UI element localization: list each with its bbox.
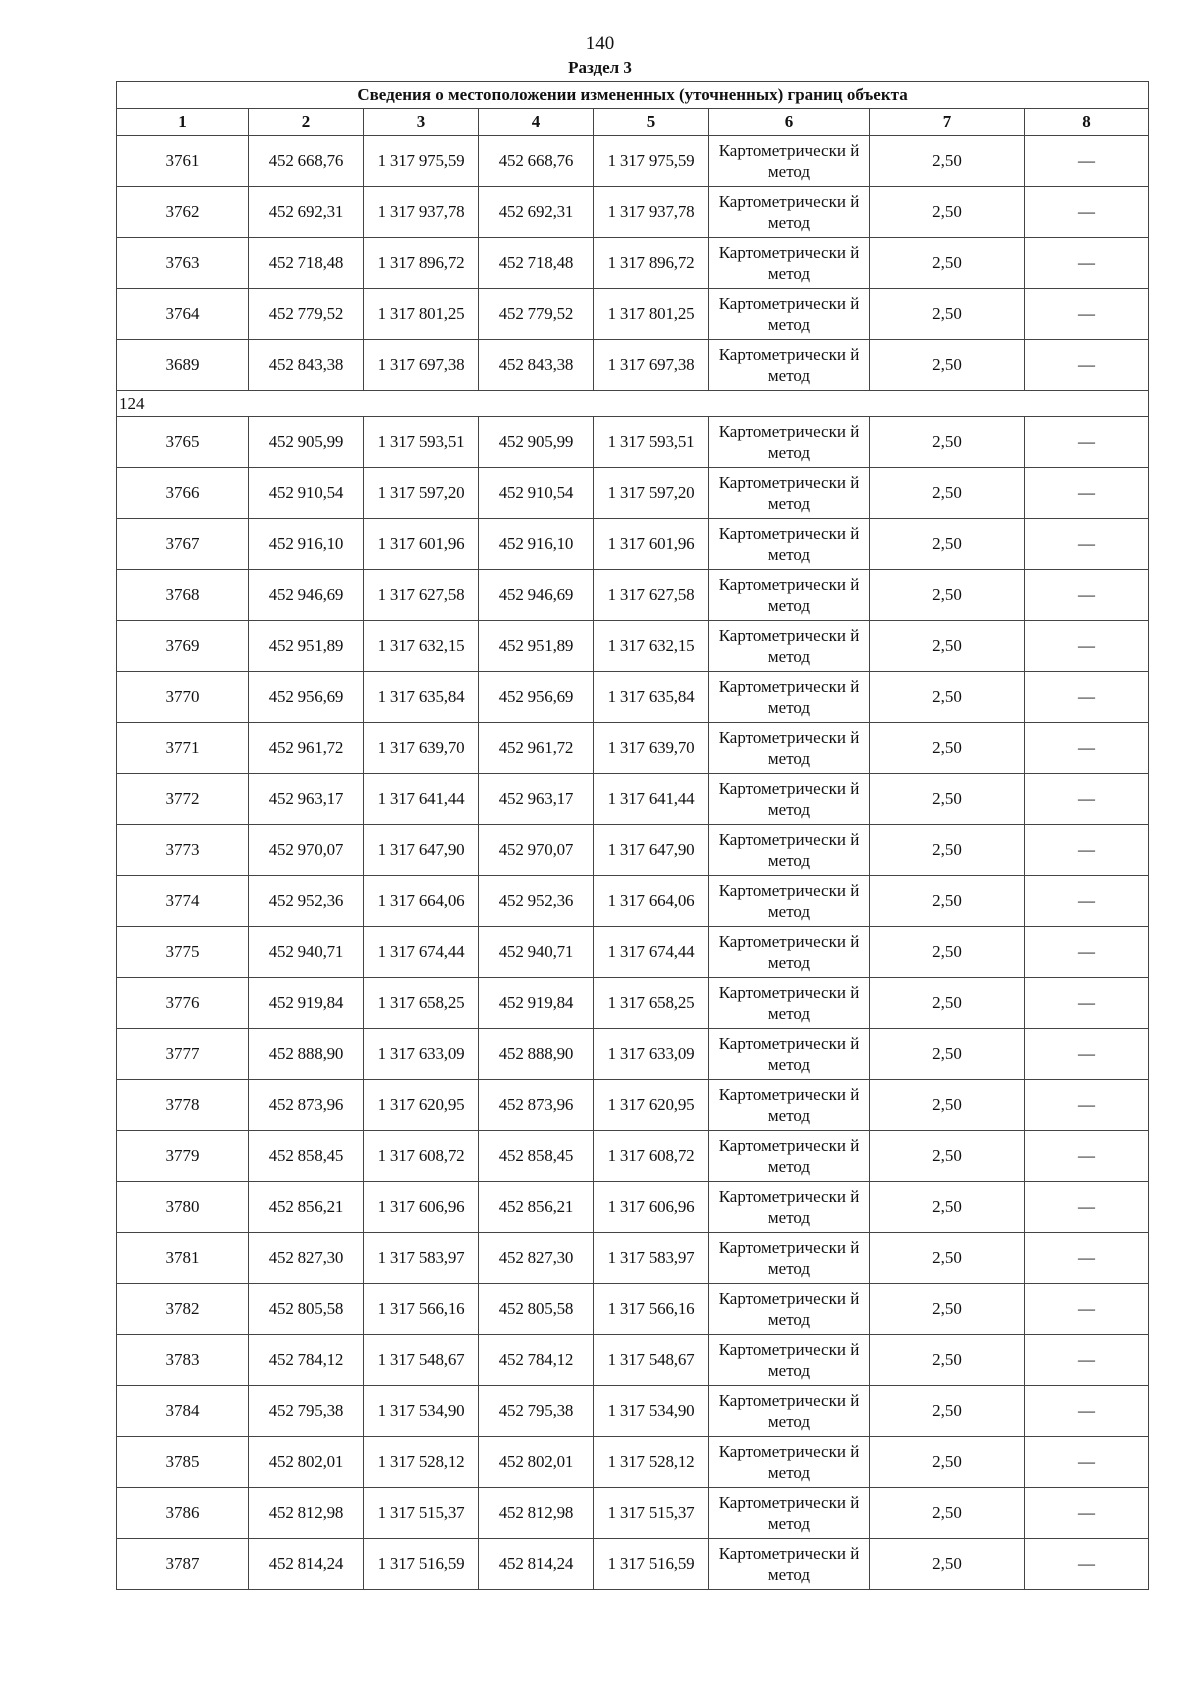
point-number-cell: 3782 [117,1284,249,1335]
column-number: 5 [594,109,709,136]
refined-y-cell: 1 317 583,97 [594,1233,709,1284]
method-cell: Картометрически й метод [709,136,870,187]
accuracy-cell: 2,50 [870,187,1025,238]
table-row [117,1488,1149,1539]
refined-y-cell: 1 317 597,20 [594,468,709,519]
existing-y-cell: 1 317 641,44 [364,774,479,825]
accuracy-cell: 2,50 [870,340,1025,391]
point-number-cell: 3785 [117,1437,249,1488]
point-number-cell: 3764 [117,289,249,340]
description-cell: — [1025,978,1149,1029]
accuracy-cell: 2,50 [870,1182,1025,1233]
table-row [117,876,1149,927]
existing-y-cell: 1 317 664,06 [364,876,479,927]
point-number-cell: 3765 [117,417,249,468]
refined-y-cell: 1 317 896,72 [594,238,709,289]
refined-y-cell: 1 317 515,37 [594,1488,709,1539]
existing-x-cell: 452 956,69 [249,672,364,723]
table-caption: Сведения о местоположении измененных (уточненных) границ объекта [117,82,1149,109]
accuracy-cell: 2,50 [870,1335,1025,1386]
method-cell: Картометрически й метод [709,1335,870,1386]
existing-y-cell: 1 317 937,78 [364,187,479,238]
method-cell: Картометрически й метод [709,978,870,1029]
column-number: 7 [870,109,1025,136]
accuracy-cell: 2,50 [870,876,1025,927]
accuracy-cell: 2,50 [870,1080,1025,1131]
refined-x-cell: 452 919,84 [479,978,594,1029]
existing-y-cell: 1 317 801,25 [364,289,479,340]
description-cell: — [1025,1335,1149,1386]
refined-y-cell: 1 317 801,25 [594,289,709,340]
method-cell: Картометрически й метод [709,238,870,289]
column-number: 4 [479,109,594,136]
table-row [117,417,1149,468]
point-number-cell: 3769 [117,621,249,672]
refined-x-cell: 452 827,30 [479,1233,594,1284]
accuracy-cell: 2,50 [870,570,1025,621]
refined-x-cell: 452 814,24 [479,1539,594,1590]
existing-y-cell: 1 317 606,96 [364,1182,479,1233]
refined-y-cell: 1 317 658,25 [594,978,709,1029]
method-cell: Картометрически й метод [709,1437,870,1488]
method-cell: Картометрически й метод [709,1386,870,1437]
point-number-cell: 3771 [117,723,249,774]
accuracy-cell: 2,50 [870,927,1025,978]
description-cell: — [1025,1488,1149,1539]
table-body [117,136,1149,1590]
refined-y-cell: 1 317 697,38 [594,340,709,391]
point-number-cell: 3772 [117,774,249,825]
description-cell: — [1025,1539,1149,1590]
table-row [117,723,1149,774]
refined-x-cell: 452 970,07 [479,825,594,876]
table-caption-row [117,82,1149,109]
description-cell: — [1025,519,1149,570]
refined-y-cell: 1 317 516,59 [594,1539,709,1590]
table-row [117,187,1149,238]
point-number-cell: 3767 [117,519,249,570]
accuracy-cell: 2,50 [870,417,1025,468]
description-cell: — [1025,774,1149,825]
existing-y-cell: 1 317 593,51 [364,417,479,468]
description-cell: — [1025,1080,1149,1131]
table-row [117,978,1149,1029]
existing-x-cell: 452 692,31 [249,187,364,238]
accuracy-cell: 2,50 [870,774,1025,825]
boundary-coordinates-table [116,81,1149,1590]
description-cell: — [1025,1386,1149,1437]
refined-x-cell: 452 873,96 [479,1080,594,1131]
refined-y-cell: 1 317 937,78 [594,187,709,238]
table-row [117,825,1149,876]
existing-y-cell: 1 317 647,90 [364,825,479,876]
method-cell: Картометрически й метод [709,1284,870,1335]
description-cell: — [1025,1437,1149,1488]
point-number-cell: 3763 [117,238,249,289]
refined-x-cell: 452 856,21 [479,1182,594,1233]
refined-y-cell: 1 317 641,44 [594,774,709,825]
existing-x-cell: 452 961,72 [249,723,364,774]
accuracy-cell: 2,50 [870,136,1025,187]
existing-x-cell: 452 951,89 [249,621,364,672]
existing-x-cell: 452 916,10 [249,519,364,570]
description-cell: — [1025,468,1149,519]
existing-y-cell: 1 317 633,09 [364,1029,479,1080]
accuracy-cell: 2,50 [870,1131,1025,1182]
existing-y-cell: 1 317 601,96 [364,519,479,570]
existing-x-cell: 452 946,69 [249,570,364,621]
point-number-cell: 3777 [117,1029,249,1080]
point-number-cell: 3781 [117,1233,249,1284]
table-row [117,238,1149,289]
table-row [117,136,1149,187]
existing-x-cell: 452 784,12 [249,1335,364,1386]
description-cell: — [1025,417,1149,468]
accuracy-cell: 2,50 [870,519,1025,570]
refined-x-cell: 452 718,48 [479,238,594,289]
point-number-cell: 3778 [117,1080,249,1131]
existing-y-cell: 1 317 975,59 [364,136,479,187]
description-cell: — [1025,927,1149,978]
column-number: 6 [709,109,870,136]
existing-y-cell: 1 317 635,84 [364,672,479,723]
refined-y-cell: 1 317 632,15 [594,621,709,672]
existing-x-cell: 452 795,38 [249,1386,364,1437]
method-cell: Картометрически й метод [709,340,870,391]
point-number-cell: 3787 [117,1539,249,1590]
accuracy-cell: 2,50 [870,723,1025,774]
method-cell: Картометрически й метод [709,1233,870,1284]
refined-x-cell: 452 961,72 [479,723,594,774]
table-row [117,1080,1149,1131]
table-row [117,340,1149,391]
point-number-cell: 3766 [117,468,249,519]
method-cell: Картометрически й метод [709,774,870,825]
table-row [117,1029,1149,1080]
method-cell: Картометрически й метод [709,1182,870,1233]
accuracy-cell: 2,50 [870,825,1025,876]
existing-x-cell: 452 919,84 [249,978,364,1029]
refined-y-cell: 1 317 534,90 [594,1386,709,1437]
refined-y-cell: 1 317 608,72 [594,1131,709,1182]
refined-y-cell: 1 317 664,06 [594,876,709,927]
accuracy-cell: 2,50 [870,1233,1025,1284]
description-cell: — [1025,876,1149,927]
existing-y-cell: 1 317 534,90 [364,1386,479,1437]
contour-group-row [117,391,1149,417]
refined-x-cell: 452 843,38 [479,340,594,391]
existing-y-cell: 1 317 697,38 [364,340,479,391]
refined-x-cell: 452 784,12 [479,1335,594,1386]
table-row [117,289,1149,340]
method-cell: Картометрически й метод [709,1131,870,1182]
refined-y-cell: 1 317 548,67 [594,1335,709,1386]
table-row [117,1539,1149,1590]
existing-x-cell: 452 814,24 [249,1539,364,1590]
existing-y-cell: 1 317 528,12 [364,1437,479,1488]
existing-x-cell: 452 888,90 [249,1029,364,1080]
refined-x-cell: 452 951,89 [479,621,594,672]
accuracy-cell: 2,50 [870,1284,1025,1335]
refined-y-cell: 1 317 635,84 [594,672,709,723]
point-number-cell: 3776 [117,978,249,1029]
existing-x-cell: 452 805,58 [249,1284,364,1335]
table-row [117,1284,1149,1335]
method-cell: Картометрически й метод [709,672,870,723]
method-cell: Картометрически й метод [709,187,870,238]
column-number: 8 [1025,109,1149,136]
point-number-cell: 3783 [117,1335,249,1386]
table-row [117,1131,1149,1182]
refined-y-cell: 1 317 975,59 [594,136,709,187]
method-cell: Картометрически й метод [709,621,870,672]
existing-x-cell: 452 910,54 [249,468,364,519]
existing-x-cell: 452 779,52 [249,289,364,340]
description-cell: — [1025,570,1149,621]
refined-x-cell: 452 952,36 [479,876,594,927]
existing-y-cell: 1 317 583,97 [364,1233,479,1284]
refined-x-cell: 452 802,01 [479,1437,594,1488]
refined-y-cell: 1 317 627,58 [594,570,709,621]
column-number-row [117,109,1149,136]
point-number-cell: 3779 [117,1131,249,1182]
point-number-cell: 3768 [117,570,249,621]
refined-x-cell: 452 692,31 [479,187,594,238]
method-cell: Картометрически й метод [709,723,870,774]
existing-x-cell: 452 858,45 [249,1131,364,1182]
existing-x-cell: 452 718,48 [249,238,364,289]
method-cell: Картометрически й метод [709,1488,870,1539]
description-cell: — [1025,238,1149,289]
description-cell: — [1025,723,1149,774]
page-number: 140 [585,33,615,54]
point-number-cell: 3762 [117,187,249,238]
existing-y-cell: 1 317 548,67 [364,1335,479,1386]
description-cell: — [1025,825,1149,876]
refined-x-cell: 452 805,58 [479,1284,594,1335]
refined-x-cell: 452 858,45 [479,1131,594,1182]
column-number: 1 [117,109,249,136]
description-cell: — [1025,1029,1149,1080]
refined-x-cell: 452 888,90 [479,1029,594,1080]
table-row [117,519,1149,570]
method-cell: Картометрически й метод [709,876,870,927]
existing-x-cell: 452 856,21 [249,1182,364,1233]
accuracy-cell: 2,50 [870,468,1025,519]
method-cell: Картометрически й метод [709,417,870,468]
existing-y-cell: 1 317 597,20 [364,468,479,519]
refined-y-cell: 1 317 566,16 [594,1284,709,1335]
existing-x-cell: 452 905,99 [249,417,364,468]
description-cell: — [1025,136,1149,187]
method-cell: Картометрически й метод [709,289,870,340]
existing-x-cell: 452 827,30 [249,1233,364,1284]
refined-x-cell: 452 795,38 [479,1386,594,1437]
method-cell: Картометрически й метод [709,1029,870,1080]
refined-x-cell: 452 963,17 [479,774,594,825]
method-cell: Картометрически й метод [709,1080,870,1131]
refined-x-cell: 452 668,76 [479,136,594,187]
description-cell: — [1025,621,1149,672]
existing-y-cell: 1 317 639,70 [364,723,479,774]
point-number-cell: 3786 [117,1488,249,1539]
method-cell: Картометрически й метод [709,570,870,621]
existing-y-cell: 1 317 566,16 [364,1284,479,1335]
description-cell: — [1025,1182,1149,1233]
refined-y-cell: 1 317 620,95 [594,1080,709,1131]
table-row [117,1233,1149,1284]
existing-y-cell: 1 317 516,59 [364,1539,479,1590]
refined-y-cell: 1 317 601,96 [594,519,709,570]
existing-y-cell: 1 317 632,15 [364,621,479,672]
column-number: 2 [249,109,364,136]
description-cell: — [1025,187,1149,238]
description-cell: — [1025,289,1149,340]
column-number: 3 [364,109,479,136]
accuracy-cell: 2,50 [870,978,1025,1029]
point-number-cell: 3774 [117,876,249,927]
existing-y-cell: 1 317 608,72 [364,1131,479,1182]
method-cell: Картометрически й метод [709,927,870,978]
point-number-cell: 3775 [117,927,249,978]
refined-x-cell: 452 779,52 [479,289,594,340]
section-title: Раздел 3 [568,58,632,77]
point-number-cell: 3780 [117,1182,249,1233]
point-number-cell: 3773 [117,825,249,876]
table-row [117,1437,1149,1488]
refined-x-cell: 452 812,98 [479,1488,594,1539]
existing-x-cell: 452 963,17 [249,774,364,825]
existing-x-cell: 452 802,01 [249,1437,364,1488]
existing-x-cell: 452 970,07 [249,825,364,876]
accuracy-cell: 2,50 [870,1437,1025,1488]
existing-y-cell: 1 317 627,58 [364,570,479,621]
refined-y-cell: 1 317 593,51 [594,417,709,468]
refined-x-cell: 452 905,99 [479,417,594,468]
refined-x-cell: 452 956,69 [479,672,594,723]
method-cell: Картометрически й метод [709,1539,870,1590]
point-number-cell: 3770 [117,672,249,723]
existing-y-cell: 1 317 674,44 [364,927,479,978]
point-number-cell: 3689 [117,340,249,391]
accuracy-cell: 2,50 [870,1488,1025,1539]
refined-x-cell: 452 916,10 [479,519,594,570]
description-cell: — [1025,340,1149,391]
existing-y-cell: 1 317 658,25 [364,978,479,1029]
table-row [117,1335,1149,1386]
existing-y-cell: 1 317 515,37 [364,1488,479,1539]
refined-y-cell: 1 317 647,90 [594,825,709,876]
point-number-cell: 3784 [117,1386,249,1437]
accuracy-cell: 2,50 [870,238,1025,289]
table-row [117,1182,1149,1233]
refined-y-cell: 1 317 528,12 [594,1437,709,1488]
contour-number: 124 [117,391,1149,417]
existing-x-cell: 452 812,98 [249,1488,364,1539]
accuracy-cell: 2,50 [870,1029,1025,1080]
refined-y-cell: 1 317 606,96 [594,1182,709,1233]
table-row [117,774,1149,825]
description-cell: — [1025,1131,1149,1182]
refined-x-cell: 452 940,71 [479,927,594,978]
table-row [117,621,1149,672]
method-cell: Картометрически й метод [709,519,870,570]
method-cell: Картометрически й метод [709,468,870,519]
refined-y-cell: 1 317 633,09 [594,1029,709,1080]
accuracy-cell: 2,50 [870,672,1025,723]
description-cell: — [1025,672,1149,723]
refined-y-cell: 1 317 674,44 [594,927,709,978]
accuracy-cell: 2,50 [870,1386,1025,1437]
method-cell: Картометрически й метод [709,825,870,876]
refined-x-cell: 452 910,54 [479,468,594,519]
existing-y-cell: 1 317 620,95 [364,1080,479,1131]
table-row [117,468,1149,519]
accuracy-cell: 2,50 [870,621,1025,672]
table-row [117,927,1149,978]
existing-x-cell: 452 668,76 [249,136,364,187]
description-cell: — [1025,1233,1149,1284]
existing-y-cell: 1 317 896,72 [364,238,479,289]
point-number-cell: 3761 [117,136,249,187]
existing-x-cell: 452 940,71 [249,927,364,978]
accuracy-cell: 2,50 [870,289,1025,340]
description-cell: — [1025,1284,1149,1335]
table-row [117,672,1149,723]
existing-x-cell: 452 952,36 [249,876,364,927]
existing-x-cell: 452 843,38 [249,340,364,391]
refined-y-cell: 1 317 639,70 [594,723,709,774]
existing-x-cell: 452 873,96 [249,1080,364,1131]
table-row [117,1386,1149,1437]
table-row [117,570,1149,621]
refined-x-cell: 452 946,69 [479,570,594,621]
accuracy-cell: 2,50 [870,1539,1025,1590]
